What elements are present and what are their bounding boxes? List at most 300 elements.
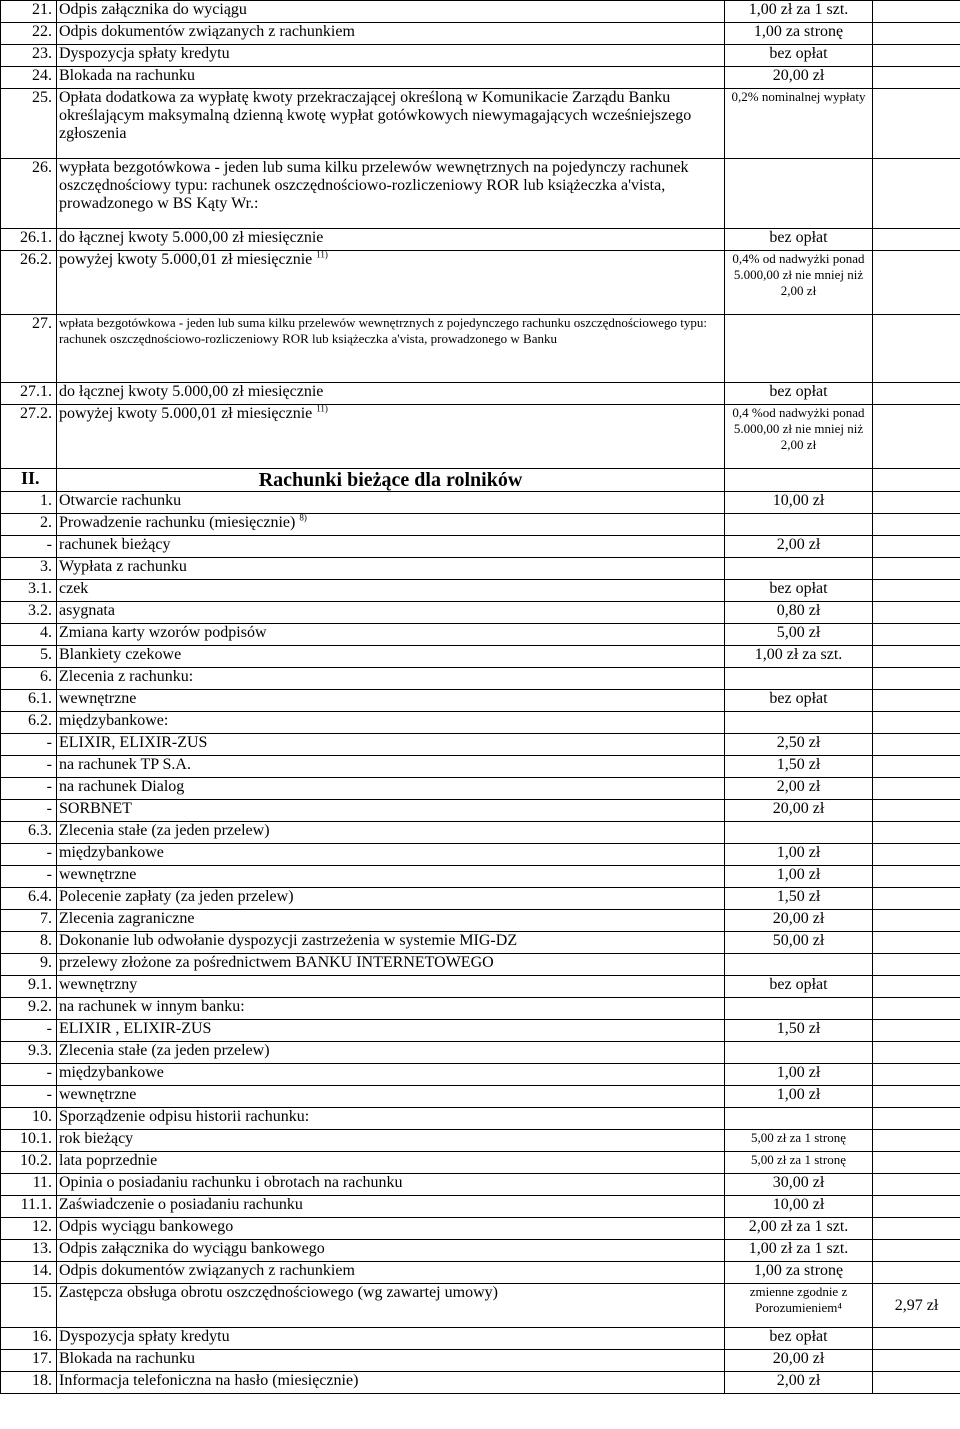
- table-row: [1, 800, 960, 822]
- extra-fee: [873, 734, 960, 756]
- item-number: 25.: [1, 89, 57, 159]
- footnote-marker: 8): [299, 513, 307, 523]
- item-description: [57, 1020, 725, 1042]
- table-row: [1, 1086, 960, 1108]
- item-fee: 0,4% od nadwyżki ponad 5.000,00 zł nie mniej niż 2,00 zł: [725, 251, 873, 315]
- item-description: [57, 1152, 725, 1174]
- item-description: [57, 23, 725, 45]
- item-description: [57, 1, 725, 23]
- item-number: 27.1.: [1, 383, 57, 405]
- item-fee: 10,00 zł: [725, 1196, 873, 1218]
- item-description: [57, 646, 725, 668]
- description-text: wewnętrzne: [59, 690, 137, 707]
- item-number: 3.1.: [1, 580, 57, 602]
- item-fee: [725, 1108, 873, 1130]
- table-row: [1, 1174, 960, 1196]
- item-fee: 1,00 zł za 1 szt.: [725, 1240, 873, 1262]
- item-fee: bez opłat: [725, 383, 873, 405]
- table-row: [1, 89, 960, 159]
- item-fee: 5,00 zł: [725, 624, 873, 646]
- description-text: Informacja telefoniczna na hasło (miesięcznie): [59, 1372, 359, 1389]
- table-row: [1, 1372, 960, 1394]
- table-row: [1, 1108, 960, 1130]
- item-fee: 1,00 zł za 1 szt.: [725, 1, 873, 23]
- description-text: Odpis dokumentów związanych z rachunkiem: [59, 23, 355, 40]
- item-number: 17.: [1, 1350, 57, 1372]
- description-text: Zlecenia stałe (za jeden przelew): [59, 1042, 270, 1059]
- item-description: [57, 1174, 725, 1196]
- item-fee: [725, 998, 873, 1020]
- description-text: Zastępcza obsługa obrotu oszczędnościowego (wg zawartej umowy): [59, 1284, 498, 1301]
- item-fee: bez opłat: [725, 580, 873, 602]
- item-description: [57, 690, 725, 712]
- description-text: powyżej kwoty 5.000,01 zł miesięcznie: [59, 251, 313, 268]
- description-text: przelewy złożone za pośrednictwem BANKU INTERNETOWEGO: [59, 954, 494, 971]
- description-text: powyżej kwoty 5.000,01 zł miesięcznie: [59, 405, 313, 422]
- table-row: [1, 536, 960, 558]
- item-description: [57, 45, 725, 67]
- table-row: [1, 976, 960, 998]
- extra-fee: [873, 1064, 960, 1086]
- item-number: 10.2.: [1, 1152, 57, 1174]
- item-description: [57, 1086, 725, 1108]
- item-description: [57, 734, 725, 756]
- item-description: [57, 229, 725, 251]
- description-text: na rachunek TP S.A.: [59, 756, 191, 773]
- item-fee: [725, 712, 873, 734]
- item-fee: 1,00 zł za szt.: [725, 646, 873, 668]
- item-fee: [725, 558, 873, 580]
- item-fee: [725, 315, 873, 383]
- item-number: 26.2.: [1, 251, 57, 315]
- description-text: Dyspozycja spłaty kredytu: [59, 1328, 230, 1345]
- description-text: Odpis załącznika do wyciągu bankowego: [59, 1240, 325, 1257]
- item-number: 5.: [1, 646, 57, 668]
- extra-fee: [873, 646, 960, 668]
- item-fee: 0,4 %od nadwyżki ponad 5.000,00 zł nie mniej niż 2,00 zł: [725, 405, 873, 469]
- item-number: 27.2.: [1, 405, 57, 469]
- extra-fee: [873, 23, 960, 45]
- extra-fee: [873, 89, 960, 159]
- item-description: [57, 844, 725, 866]
- extra-fee: [873, 536, 960, 558]
- item-fee: [725, 954, 873, 976]
- description-text: Polecenie zapłaty (za jeden przelew): [59, 888, 294, 905]
- item-number: 21.: [1, 1, 57, 23]
- description-text: wewnętrzny: [59, 976, 138, 993]
- extra-fee: [873, 778, 960, 800]
- item-fee: 2,00 zł: [725, 778, 873, 800]
- description-text: rok bieżący: [59, 1130, 134, 1147]
- description-text: Odpis załącznika do wyciągu: [59, 1, 247, 18]
- table-row: [1, 712, 960, 734]
- table-row: [1, 1064, 960, 1086]
- item-description: [57, 1328, 725, 1350]
- table-row: [1, 888, 960, 910]
- description-text: Blokada na rachunku: [59, 1350, 195, 1367]
- item-number: 9.3.: [1, 1042, 57, 1064]
- extra-fee: [873, 1130, 960, 1152]
- extra-fee: [873, 668, 960, 690]
- description-text: Prowadzenie rachunku (miesięcznie): [59, 514, 296, 531]
- extra-fee: [873, 866, 960, 888]
- table-row: [1, 492, 960, 514]
- item-fee: 2,00 zł: [725, 536, 873, 558]
- item-number: -: [1, 800, 57, 822]
- item-description: [57, 1350, 725, 1372]
- item-number: 3.2.: [1, 602, 57, 624]
- item-description: [57, 602, 725, 624]
- item-number: 11.: [1, 1174, 57, 1196]
- extra-fee: [873, 998, 960, 1020]
- table-row: [1, 690, 960, 712]
- item-description: [57, 1064, 725, 1086]
- table-row: [1, 315, 960, 383]
- item-description: [57, 756, 725, 778]
- item-fee: 1,50 zł: [725, 756, 873, 778]
- extra-fee: [873, 800, 960, 822]
- item-fee: zmienne zgodnie z Porozumieniem⁴: [725, 1284, 873, 1328]
- item-fee: 1,50 zł: [725, 888, 873, 910]
- item-number: -: [1, 756, 57, 778]
- extra-fee: [873, 1196, 960, 1218]
- item-fee: 5,00 zł za 1 stronę: [725, 1130, 873, 1152]
- item-description: [57, 1284, 725, 1328]
- item-description: [57, 492, 725, 514]
- table-row: [1, 405, 960, 469]
- extra-fee: [873, 910, 960, 932]
- item-fee: bez opłat: [725, 690, 873, 712]
- table-row: [1, 251, 960, 315]
- extra-fee: [873, 624, 960, 646]
- section-header-row: [1, 469, 960, 492]
- extra-fee: [873, 580, 960, 602]
- description-text: Otwarcie rachunku: [59, 492, 182, 509]
- item-number: 12.: [1, 1218, 57, 1240]
- item-description: [57, 822, 725, 844]
- extra-fee: [873, 976, 960, 998]
- description-text: wewnętrzne: [59, 866, 137, 883]
- item-number: 27.: [1, 315, 57, 383]
- extra-fee: [873, 1218, 960, 1240]
- item-number: 10.: [1, 1108, 57, 1130]
- item-fee: 30,00 zł: [725, 1174, 873, 1196]
- table-row: [1, 756, 960, 778]
- footnote-marker: 11): [316, 404, 328, 414]
- table-row: [1, 954, 960, 976]
- item-fee: 0,2% nominalnej wypłaty: [725, 89, 873, 159]
- table-row: [1, 778, 960, 800]
- table-row: [1, 229, 960, 251]
- extra-fee: [873, 251, 960, 315]
- item-number: 9.2.: [1, 998, 57, 1020]
- table-row: [1, 1152, 960, 1174]
- description-text: ELIXIR , ELIXIR-ZUS: [59, 1020, 212, 1037]
- item-description: [57, 558, 725, 580]
- item-number: 3.: [1, 558, 57, 580]
- extra-fee: [873, 1152, 960, 1174]
- item-number: -: [1, 1064, 57, 1086]
- item-fee: 2,00 zł: [725, 1372, 873, 1394]
- item-number: -: [1, 734, 57, 756]
- item-fee: [725, 1042, 873, 1064]
- extra-fee: [873, 1108, 960, 1130]
- description-text: Opinia o posiadaniu rachunku i obrotach na rachunku: [59, 1174, 403, 1191]
- item-description: [57, 251, 725, 315]
- item-description: [57, 159, 725, 229]
- extra-fee: [873, 1328, 960, 1350]
- extra-fee: [873, 602, 960, 624]
- description-text: SORBNET: [59, 800, 132, 817]
- item-fee: 1,00 zł: [725, 844, 873, 866]
- item-number: 18.: [1, 1372, 57, 1394]
- item-description: [57, 1262, 725, 1284]
- item-description: [57, 910, 725, 932]
- item-fee: 1,00 zł: [725, 1064, 873, 1086]
- description-text: wewnętrzne: [59, 1086, 137, 1103]
- table-row: [1, 1042, 960, 1064]
- item-number: 26.: [1, 159, 57, 229]
- extra-fee: [873, 492, 960, 514]
- table-row: [1, 1262, 960, 1284]
- item-number: 15.: [1, 1284, 57, 1328]
- item-description: [57, 1108, 725, 1130]
- table-row: [1, 1130, 960, 1152]
- item-fee: 1,00 zł: [725, 866, 873, 888]
- description-text: Wypłata z rachunku: [59, 558, 187, 575]
- item-description: [57, 866, 725, 888]
- item-fee: [725, 159, 873, 229]
- extra-fee: [873, 405, 960, 469]
- table-row: [1, 159, 960, 229]
- item-description: [57, 1196, 725, 1218]
- description-text: czek: [59, 580, 89, 597]
- item-number: 16.: [1, 1328, 57, 1350]
- fee-table-body: [1, 1, 960, 1394]
- table-row: [1, 383, 960, 405]
- item-description: [57, 778, 725, 800]
- item-number: 6.: [1, 668, 57, 690]
- extra-fee: [873, 822, 960, 844]
- item-number: 6.4.: [1, 888, 57, 910]
- description-text: Zlecenia zagraniczne: [59, 910, 195, 927]
- extra-fee: [873, 45, 960, 67]
- item-number: -: [1, 536, 57, 558]
- description-text: lata poprzednie: [59, 1152, 158, 1169]
- description-text: międzybankowe:: [59, 712, 169, 729]
- description-text: na rachunek w innym banku:: [59, 998, 245, 1015]
- item-description: [57, 976, 725, 998]
- item-fee: [725, 668, 873, 690]
- extra-fee: [873, 159, 960, 229]
- extra-fee: [873, 1350, 960, 1372]
- item-number: 11.1.: [1, 1196, 57, 1218]
- description-text: asygnata: [59, 602, 115, 619]
- item-number: 4.: [1, 624, 57, 646]
- extra-fee: [873, 67, 960, 89]
- description-text: Blankiety czekowe: [59, 646, 182, 663]
- description-text: Sporządzenie odpisu historii rachunku:: [59, 1108, 310, 1125]
- extra-fee: [873, 514, 960, 536]
- extra-fee: [873, 1042, 960, 1064]
- item-fee: 50,00 zł: [725, 932, 873, 954]
- extra-fee: [873, 1, 960, 23]
- item-number: 13.: [1, 1240, 57, 1262]
- item-description: [57, 800, 725, 822]
- description-text: Opłata dodatkowa za wypłatę kwoty przekraczającej określoną w Komunikacie Zarządu Banku określającym maksymalną dzienną kwotę wypłat gotówkowych niewymagających wcześniejszego zgłoszenia: [59, 89, 692, 142]
- item-description: [57, 383, 725, 405]
- extra-fee: [873, 383, 960, 405]
- extra-fee: [873, 690, 960, 712]
- table-row: [1, 1218, 960, 1240]
- item-description: [57, 712, 725, 734]
- extra-fee: [873, 1372, 960, 1394]
- table-row: [1, 668, 960, 690]
- item-number: 22.: [1, 23, 57, 45]
- description-text: Zmiana karty wzorów podpisów: [59, 624, 267, 641]
- item-description: [57, 1240, 725, 1262]
- description-text: Blokada na rachunku: [59, 67, 195, 84]
- item-number: 23.: [1, 45, 57, 67]
- table-row: [1, 1020, 960, 1042]
- description-text: ELIXIR, ELIXIR-ZUS: [59, 734, 208, 751]
- description-text: Zaświadczenie o posiadaniu rachunku: [59, 1196, 303, 1213]
- item-description: [57, 888, 725, 910]
- item-number: 9.: [1, 954, 57, 976]
- item-description: [57, 624, 725, 646]
- item-number: 7.: [1, 910, 57, 932]
- item-description: [57, 580, 725, 602]
- description-text: Odpis dokumentów związanych z rachunkiem: [59, 1262, 355, 1279]
- item-description: [57, 536, 725, 558]
- item-fee: 1,50 zł: [725, 1020, 873, 1042]
- extra-fee: [873, 954, 960, 976]
- description-text: międzybankowe: [59, 844, 164, 861]
- description-text: Rachunki bieżące dla rolników: [258, 469, 523, 491]
- table-row: [1, 1, 960, 23]
- description-text: Dokonanie lub odwołanie dyspozycji zastrzeżenia w systemie MIG-DZ: [59, 932, 518, 949]
- table-row: [1, 998, 960, 1020]
- item-number: 8.: [1, 932, 57, 954]
- item-description: [57, 954, 725, 976]
- item-number: -: [1, 866, 57, 888]
- item-fee: 10,00 zł: [725, 492, 873, 514]
- item-number: 6.2.: [1, 712, 57, 734]
- table-row: [1, 624, 960, 646]
- description-text: Zlecenia z rachunku:: [59, 668, 194, 685]
- item-fee: 1,00 za stronę: [725, 23, 873, 45]
- extra-fee: [873, 315, 960, 383]
- table-row: [1, 23, 960, 45]
- item-description: [57, 514, 725, 536]
- section-title: [57, 469, 725, 492]
- item-description: [57, 998, 725, 1020]
- extra-fee: [873, 1262, 960, 1284]
- item-fee: bez opłat: [725, 1328, 873, 1350]
- description-text: Zlecenia stałe (za jeden przelew): [59, 822, 270, 839]
- item-number: II.: [1, 469, 57, 492]
- table-row: [1, 1328, 960, 1350]
- table-row: [1, 1196, 960, 1218]
- extra-fee: [873, 1240, 960, 1262]
- table-row: [1, 734, 960, 756]
- item-fee: bez opłat: [725, 229, 873, 251]
- item-number: 6.3.: [1, 822, 57, 844]
- extra-fee: [873, 756, 960, 778]
- item-fee: [725, 514, 873, 536]
- extra-fee: [873, 844, 960, 866]
- item-description: [57, 1372, 725, 1394]
- table-row: [1, 1284, 960, 1328]
- item-fee: 1,00 za stronę: [725, 1262, 873, 1284]
- table-row: [1, 646, 960, 668]
- description-text: międzybankowe: [59, 1064, 164, 1081]
- description-text: do łącznej kwoty 5.000,00 zł miesięcznie: [59, 383, 324, 400]
- extra-fee: [873, 888, 960, 910]
- extra-fee: [873, 1020, 960, 1042]
- item-number: -: [1, 844, 57, 866]
- footnote-marker: 11): [316, 250, 328, 260]
- item-number: 14.: [1, 1262, 57, 1284]
- item-number: -: [1, 778, 57, 800]
- item-number: 2.: [1, 514, 57, 536]
- item-description: [57, 1042, 725, 1064]
- extra-fee: [873, 229, 960, 251]
- item-description: [57, 932, 725, 954]
- table-row: [1, 45, 960, 67]
- item-number: 1.: [1, 492, 57, 514]
- table-row: [1, 514, 960, 536]
- extra-fee: [873, 469, 960, 492]
- item-description: [57, 89, 725, 159]
- item-number: 9.1.: [1, 976, 57, 998]
- description-text: Dyspozycja spłaty kredytu: [59, 45, 230, 62]
- item-description: [57, 405, 725, 469]
- table-row: [1, 866, 960, 888]
- item-description: [57, 315, 725, 383]
- item-number: -: [1, 1086, 57, 1108]
- table-row: [1, 67, 960, 89]
- item-fee: 20,00 zł: [725, 1350, 873, 1372]
- item-fee: 1,00 zł: [725, 1086, 873, 1108]
- item-fee: 20,00 zł: [725, 800, 873, 822]
- description-text: Odpis wyciągu bankowego: [59, 1218, 234, 1235]
- item-number: 24.: [1, 67, 57, 89]
- item-number: 10.1.: [1, 1130, 57, 1152]
- item-number: 6.1.: [1, 690, 57, 712]
- description-text: wpłata bezgotówkowa - jeden lub suma kilku przelewów wewnętrznych z pojedynczego rachunku oszczędnościowego typu: rachunek oszczędnościowo-rozliczeniowy ROR lub książeczka a'vista, prowadzonego w Banku: [59, 315, 707, 346]
- item-description: [57, 1130, 725, 1152]
- description-text: na rachunek Dialog: [59, 778, 185, 795]
- item-fee: 0,80 zł: [725, 602, 873, 624]
- item-description: [57, 1218, 725, 1240]
- description-text: do łącznej kwoty 5.000,00 zł miesięcznie: [59, 229, 324, 246]
- extra-fee: [873, 1174, 960, 1196]
- item-description: [57, 668, 725, 690]
- extra-fee: [873, 712, 960, 734]
- extra-fee: [873, 932, 960, 954]
- table-row: [1, 1350, 960, 1372]
- extra-fee: [873, 558, 960, 580]
- table-row: [1, 844, 960, 866]
- item-fee: bez opłat: [725, 45, 873, 67]
- item-fee: [725, 822, 873, 844]
- item-description: [57, 67, 725, 89]
- item-number: -: [1, 1020, 57, 1042]
- table-row: [1, 580, 960, 602]
- item-number: 26.1.: [1, 229, 57, 251]
- description-text: wypłata bezgotówkowa - jeden lub suma kilku przelewów wewnętrznych na pojedynczy rachunek oszczędnościowy typu: rachunek oszczędnościowo-rozliczeniowy ROR lub książeczka a'vista, prowadzonego w BS Kąty Wr.:: [59, 159, 689, 212]
